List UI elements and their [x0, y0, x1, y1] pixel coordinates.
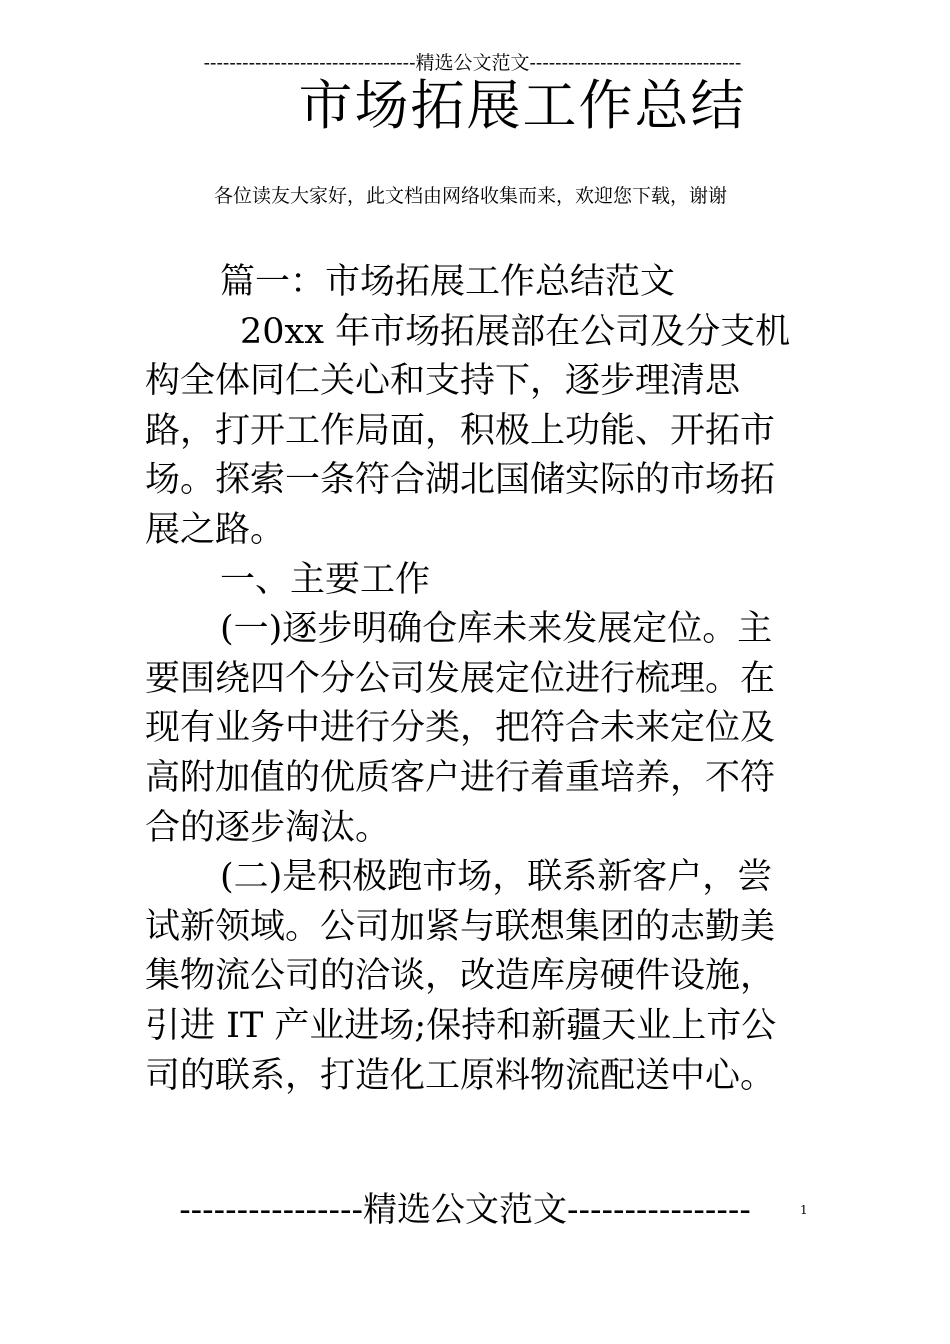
page-header: ---------------------------------精选公文范文---------------------------------: [203, 52, 742, 74]
page-number: 1: [800, 1203, 808, 1217]
paragraph: (二)是积极跑市场，联系新客户，尝试新领域。公司加紧与联想集团的志勤美集物流公司的洽谈，改造库房硬件设施，引进 IT 产业进场;保持和新疆天业上市公司的联系，打造化工原料物流配送中心。: [145, 857, 777, 1096]
paragraph: 20xx 年市场拓展部在公司及分支机构全体同仁关心和支持下，逐步理清思路，打开工作局面，积极上功能、开拓市场。探索一条符合湖北国储实际的市场拓展之路。: [145, 311, 791, 550]
section-heading: 篇一：市场拓展工作总结范文: [220, 262, 676, 302]
greeting-line: 各位读友大家好，此文档由网络收集而来，欢迎您下载，谢谢: [214, 185, 728, 207]
subsection-heading: 一、主要工作: [220, 559, 431, 600]
document-title: 市场拓展工作总结: [298, 74, 747, 137]
document-body: [145, 258, 805, 1101]
paragraph: (一)逐步明确仓库未来发展定位。主要围绕四个分公司发展定位进行梳理。在现有业务中进行分类，把符合未来定位及高附加值的优质客户进行着重培养，不符合的逐步淘汰。: [145, 609, 776, 848]
page-footer: ----------------精选公文范文----------------: [179, 1190, 751, 1230]
